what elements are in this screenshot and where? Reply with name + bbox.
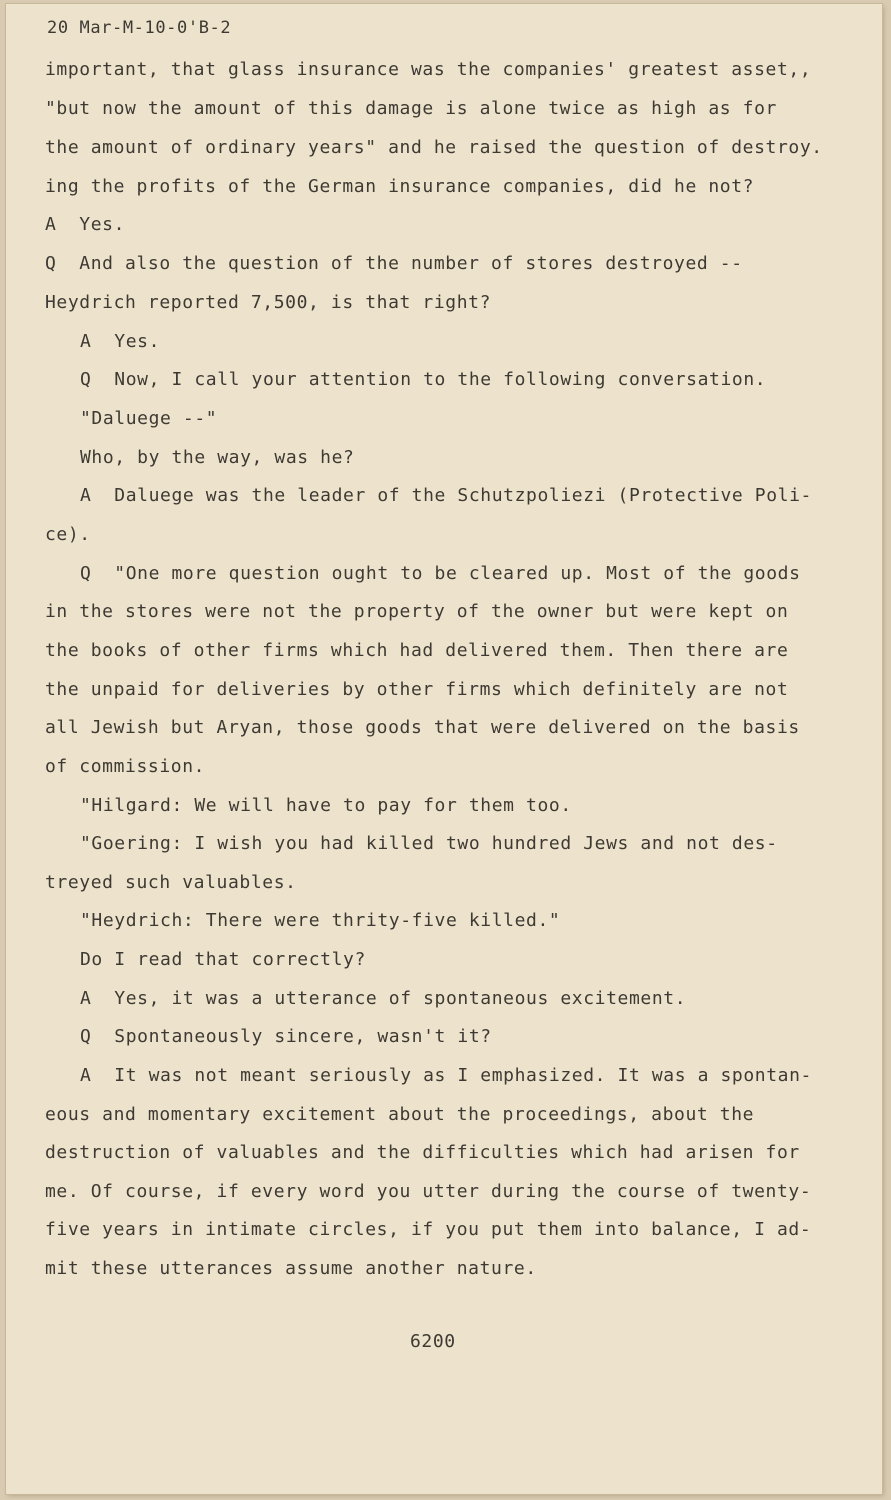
- text-line: mit these utterances assume another nature.: [45, 1258, 537, 1279]
- text-line: "Goering: I wish you had killed two hundred Jews and not des-: [80, 833, 778, 854]
- page-header: 20 Mar-M-10-0'B-2: [47, 18, 232, 38]
- text-line: of commission.: [45, 756, 206, 777]
- text-line: me. Of course, if every word you utter during the course of twenty-: [45, 1181, 812, 1202]
- text-line: the books of other firms which had delivered them. Then there are: [45, 640, 789, 661]
- text-line: treyed such valuables.: [45, 872, 297, 893]
- text-line: five years in intimate circles, if you put them into balance, I ad-: [45, 1219, 812, 1240]
- text-line: the unpaid for deliveries by other firms which definitely are not: [45, 679, 789, 700]
- text-line: all Jewish but Aryan, those goods that were delivered on the basis: [45, 717, 800, 738]
- page-number: 6200: [410, 1331, 456, 1352]
- text-line: A Yes, it was a utterance of spontaneous excitement.: [80, 988, 687, 1009]
- text-line: "Heydrich: There were thrity-five killed.": [80, 910, 561, 931]
- text-line: the amount of ordinary years" and he raised the question of destroy.: [45, 137, 823, 158]
- text-line: A Daluege was the leader of the Schutzpoliezi (Protective Poli-: [80, 485, 812, 506]
- text-line: destruction of valuables and the difficulties which had arisen for: [45, 1142, 800, 1163]
- text-line: Who, by the way, was he?: [80, 447, 355, 468]
- text-line: Q "One more question ought to be cleared up. Most of the goods: [80, 563, 801, 584]
- text-line: A Yes.: [45, 214, 126, 235]
- text-line: important, that glass insurance was the companies' greatest asset,,: [45, 59, 812, 80]
- text-line: A It was not meant seriously as I emphasized. It was a spontan-: [80, 1065, 812, 1086]
- text-line: A Yes.: [80, 331, 161, 352]
- text-line: Q Now, I call your attention to the following conversation.: [80, 369, 767, 390]
- text-line: "Daluege --": [80, 408, 218, 429]
- text-line: Do I read that correctly?: [80, 949, 366, 970]
- transcript-text: [6, 4, 882, 1352]
- text-line: Q Spontaneously sincere, wasn't it?: [80, 1026, 492, 1047]
- text-line: Q And also the question of the number of stores destroyed --: [45, 253, 743, 274]
- text-line: Heydrich reported 7,500, is that right?: [45, 292, 492, 313]
- text-line: eous and momentary excitement about the proceedings, about the: [45, 1104, 755, 1125]
- text-line: ing the profits of the German insurance companies, did he not?: [45, 176, 755, 197]
- text-line: "but now the amount of this damage is alone twice as high as for: [45, 98, 777, 119]
- text-line: ce).: [45, 524, 91, 545]
- text-line: in the stores were not the property of the owner but were kept on: [45, 601, 789, 622]
- typed-page: [6, 4, 882, 1494]
- text-line: "Hilgard: We will have to pay for them too.: [80, 795, 572, 816]
